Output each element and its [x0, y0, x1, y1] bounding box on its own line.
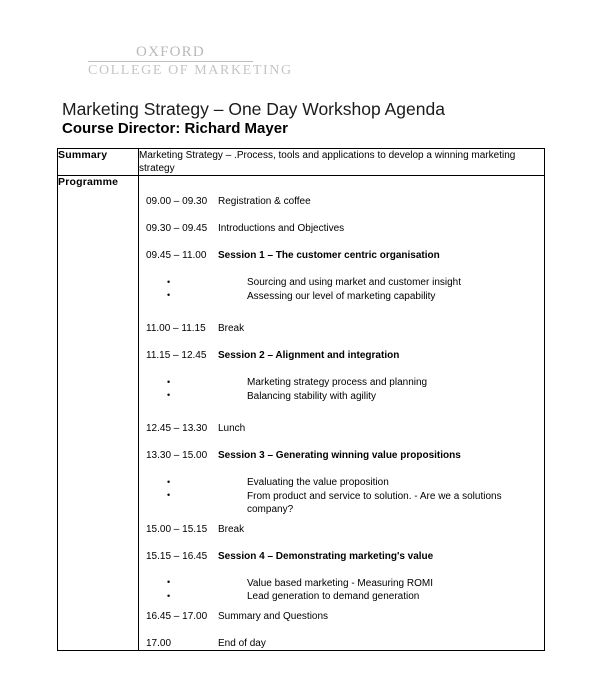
schedule-desc: Session 2 – Alignment and integration — [218, 350, 400, 361]
schedule-item-session-3 — [139, 449, 544, 462]
schedule-item-summary-questions — [139, 610, 544, 623]
table-row-programme — [58, 176, 545, 651]
list-item: • Balancing stability with agility — [167, 390, 544, 404]
schedule-desc: Session 4 – Demonstrating marketing's value — [218, 550, 434, 562]
spacer — [139, 303, 544, 322]
programme-label: Programme — [58, 176, 139, 651]
spacer — [139, 435, 544, 449]
list-item: • From product and service to solution. - Are we a solutions company? — [167, 490, 544, 517]
spacer — [139, 362, 544, 376]
schedule-item-end-of-day — [139, 637, 544, 650]
spacer — [139, 536, 544, 550]
schedule-desc: End of day — [218, 637, 266, 649]
session-2-bullets — [139, 376, 544, 403]
spacer — [139, 623, 544, 637]
list-item: • Value based marketing - Measuring ROMI — [167, 577, 544, 591]
schedule-time: 11.00 – 11.15 — [146, 323, 206, 334]
spacer — [139, 262, 544, 276]
schedule-item-introductions — [139, 222, 544, 235]
schedule-time: 12.45 – 13.30 — [146, 423, 208, 434]
schedule-item-break-morning — [139, 322, 544, 335]
spacer — [139, 235, 544, 249]
session-3-bullets — [139, 476, 544, 517]
agenda-table — [57, 148, 545, 651]
course-director-subtitle: Course Director: Richard Mayer — [62, 120, 288, 137]
list-item: • Evaluating the value proposition — [167, 476, 544, 490]
list-item: • Lead generation to demand generation — [167, 590, 544, 604]
schedule-time: 13.30 – 15.00 — [146, 450, 208, 461]
programme-content — [139, 176, 545, 651]
logo-bottom-text: COLLEGE OF MARKETING — [88, 63, 293, 78]
schedule-desc: Registration & coffee — [218, 196, 311, 207]
page-title: Marketing Strategy – One Day Workshop Agenda — [62, 99, 445, 119]
schedule-time: 09.00 – 09.30 — [146, 196, 208, 207]
schedule-desc: Introductions and Objectives — [218, 223, 345, 234]
schedule-time: 16.45 – 17.00 — [146, 610, 208, 622]
schedule-item-registration — [139, 195, 544, 208]
summary-label: Summary — [58, 149, 139, 176]
spacer — [139, 403, 544, 422]
schedule-item-session-2 — [139, 349, 544, 362]
schedule-time: 17.00 — [146, 637, 172, 649]
schedule-desc: Break — [218, 323, 245, 334]
session-4-bullets — [139, 577, 544, 604]
spacer — [139, 563, 544, 577]
summary-text: Marketing Strategy – .Process, tools and applications to develop a winning marketing strategy — [139, 149, 545, 176]
schedule-time: 11.15 – 12.45 — [146, 350, 207, 361]
logo-divider-rule — [88, 61, 253, 62]
spacer — [139, 208, 544, 222]
schedule-item-session-4 — [139, 550, 544, 563]
schedule-desc: Summary and Questions — [218, 610, 329, 622]
schedule-item-session-1 — [139, 249, 544, 262]
oxford-college-logo — [88, 44, 293, 79]
schedule-time: 15.15 – 16.45 — [146, 550, 208, 562]
spacer — [139, 462, 544, 476]
schedule-desc: Lunch — [218, 423, 246, 434]
list-item: • Assessing our level of marketing capability — [167, 290, 544, 304]
schedule-desc: Session 3 – Generating winning value propositions — [218, 450, 461, 461]
schedule-desc: Break — [218, 523, 245, 535]
schedule-time: 15.00 – 15.15 — [146, 523, 208, 535]
spacer — [139, 176, 544, 195]
schedule-item-lunch — [139, 422, 544, 435]
list-item: • Marketing strategy process and planning — [167, 376, 544, 390]
schedule-time: 09.45 – 11.00 — [146, 250, 207, 261]
session-1-bullets — [139, 276, 544, 303]
schedule-desc: Session 1 – The customer centric organisation — [218, 250, 440, 261]
table-row-summary — [58, 149, 545, 176]
programme-schedule — [139, 176, 544, 650]
list-item: • Sourcing and using market and customer insight — [167, 276, 544, 290]
spacer — [139, 335, 544, 349]
schedule-time: 09.30 – 09.45 — [146, 223, 208, 234]
logo-top-text: OXFORD — [136, 44, 205, 60]
schedule-item-break-afternoon — [139, 523, 544, 536]
